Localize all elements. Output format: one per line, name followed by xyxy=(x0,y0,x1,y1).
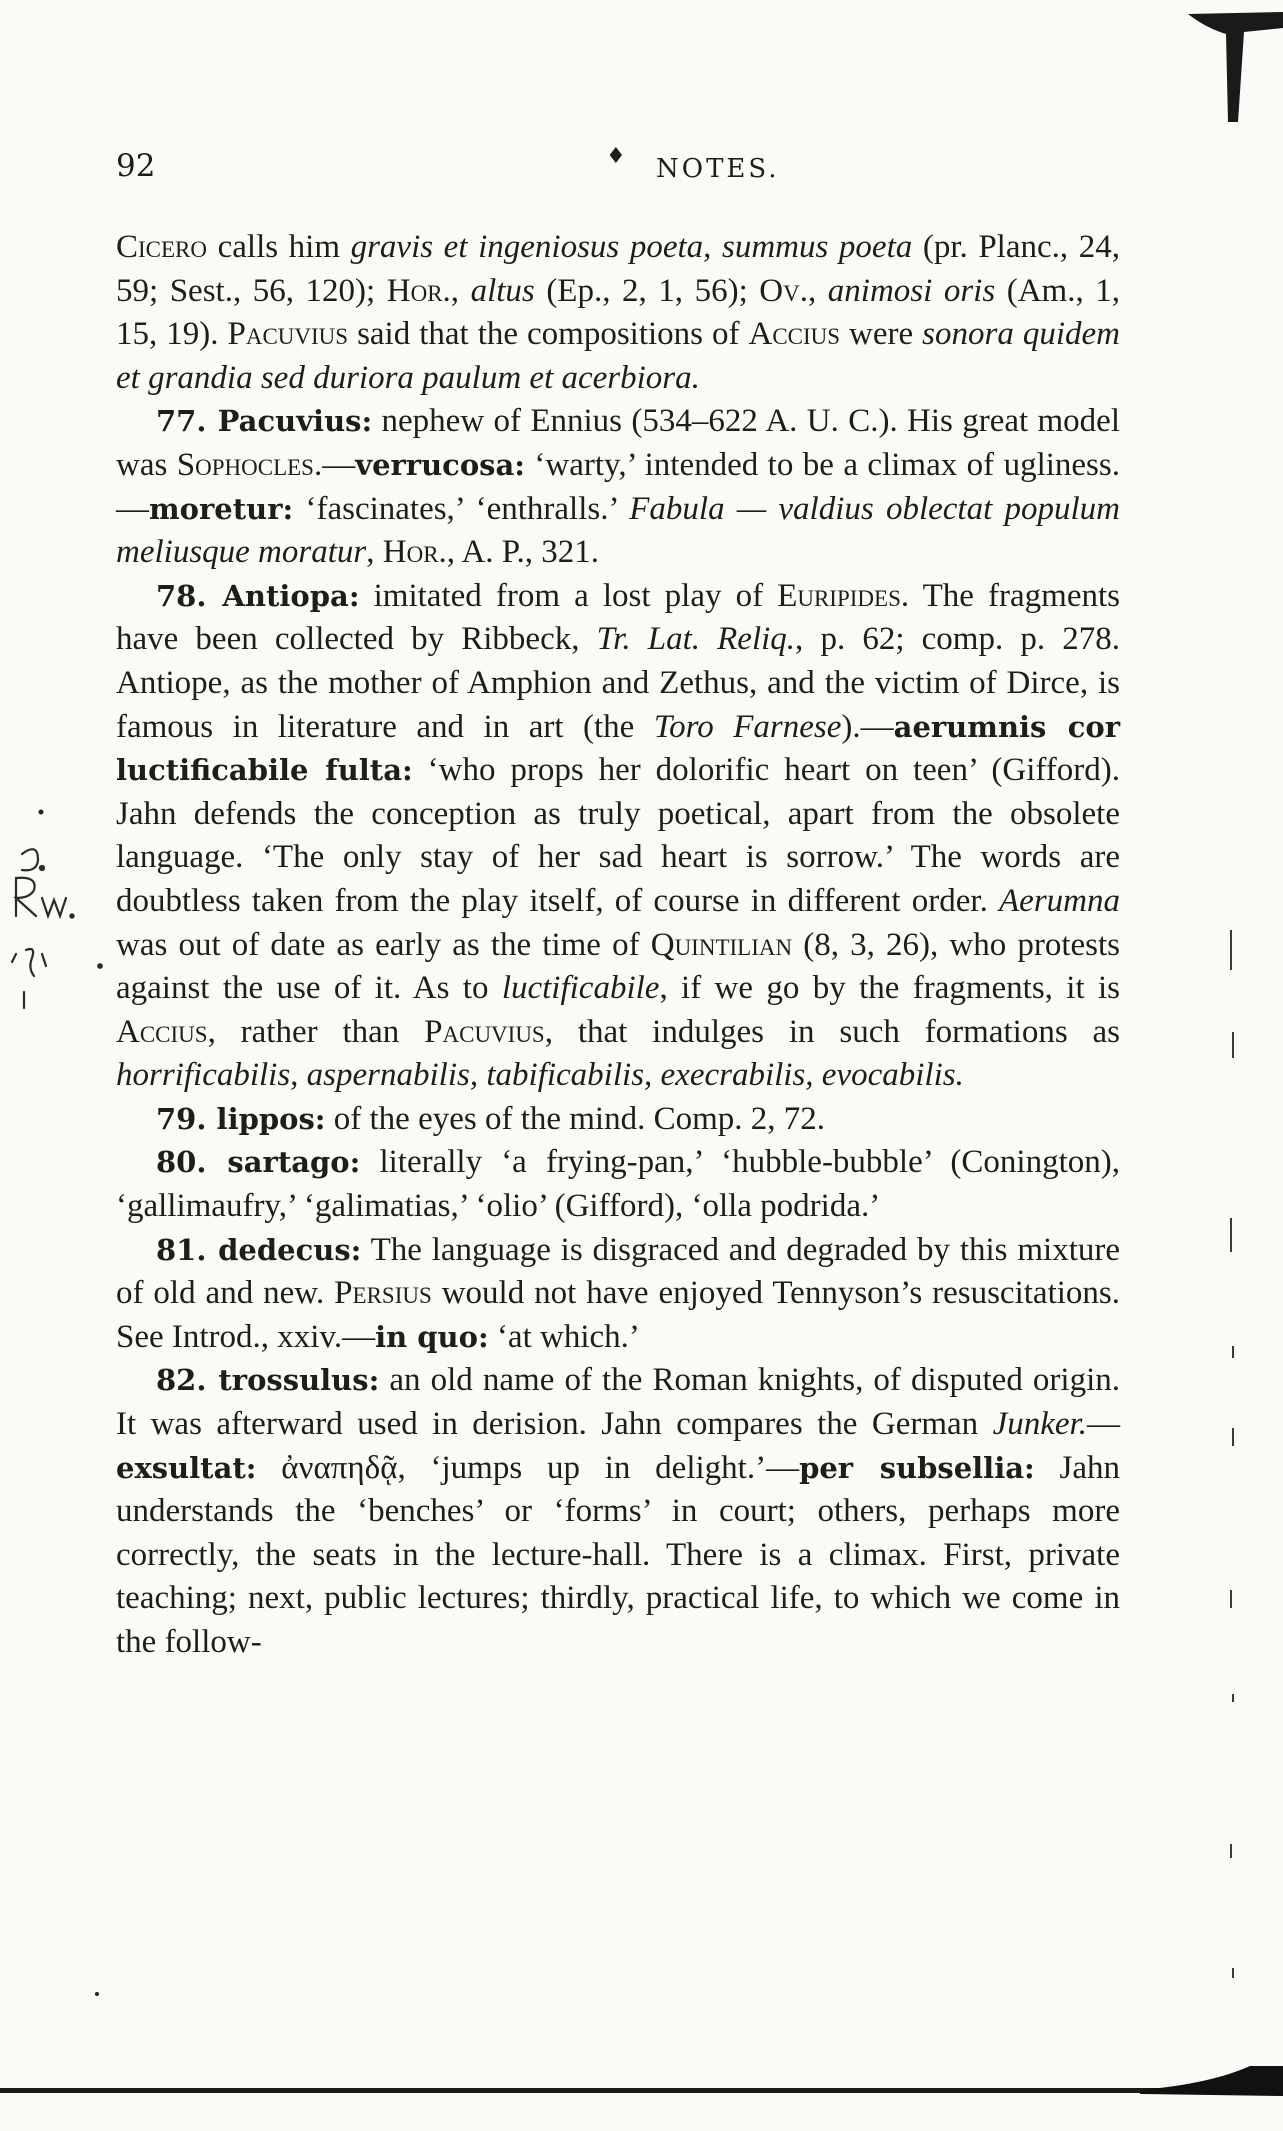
text-run: Quintilian xyxy=(650,926,793,963)
scan-tick-5 xyxy=(1232,1428,1234,1446)
lemma-headword: 78. Antiopa: xyxy=(156,578,360,613)
text-run: animosi oris xyxy=(827,272,996,309)
text-run: The fragments have been collected by Ribbeck, xyxy=(116,577,1120,658)
text-run: said that the compositions of xyxy=(348,316,749,353)
lemma-headword: moretur: xyxy=(149,491,294,526)
scan-tick-3 xyxy=(1230,1218,1232,1252)
ink-speck-icon xyxy=(92,1988,102,2000)
note-81 xyxy=(116,1229,1120,1360)
lemma-headword: 79. lippos: xyxy=(156,1101,326,1136)
text-run: Hor. xyxy=(386,272,451,309)
bottom-rule xyxy=(0,2088,1283,2093)
text-run: would not have enjoyed Tennyson’s resuscitations. See Introd., xxiv.— xyxy=(116,1275,1120,1355)
text-run: ‘warty,’ intended to be a climax of ugliness.— xyxy=(116,446,1120,527)
text-run: Aerumna xyxy=(999,882,1120,919)
text-run: Persius xyxy=(334,1275,432,1312)
text-run: ‘at which.’ xyxy=(488,1318,640,1355)
note-80 xyxy=(116,1141,1120,1228)
lemma-headword: aerumnis cor luctificabile fulta: xyxy=(116,709,1120,788)
text-run: Hor. xyxy=(382,534,447,571)
text-run: Ov. xyxy=(759,272,808,309)
text-run: of the eyes of the mind. Comp. 2, 72. xyxy=(325,1100,826,1137)
lemma-headword: 81. dedecus: xyxy=(156,1232,362,1267)
text-run: Accius xyxy=(748,316,841,353)
lemma-headword: 77. Pacuvius: xyxy=(156,404,373,439)
lemma-headword: verrucosa: xyxy=(355,447,525,482)
text-run: ἀναπηδᾷ, ‘jumps up in delight.’— xyxy=(256,1449,800,1486)
notes-text-block xyxy=(116,226,1120,1665)
text-run: Tr. Lat. Reliq. xyxy=(596,621,796,658)
scan-tick-8 xyxy=(1230,1844,1232,1858)
text-run: , if we go by the fragments, it is xyxy=(659,970,1120,1007)
text-run: altus xyxy=(470,272,535,309)
text-run: Pacuvius xyxy=(227,316,349,353)
text-run: horrificabilis, aspernabilis, tabificabilis, execrabilis, evocabilis. xyxy=(116,1057,964,1094)
text-run: Junker. xyxy=(992,1406,1087,1443)
note-82 xyxy=(116,1359,1120,1664)
text-run: , xyxy=(366,534,383,571)
text-run: , A. P., 321. xyxy=(446,534,600,571)
text-run: (Ep., 2, 1, 56); xyxy=(534,272,760,309)
rule-terminal-icon xyxy=(1140,2062,1283,2102)
text-run: Accius xyxy=(116,1013,208,1050)
text-run: Toro Farnese xyxy=(653,708,842,745)
text-run: The language is disgraced and degraded by this mixture of old and new. xyxy=(116,1231,1120,1312)
corner-mark-icon xyxy=(1178,4,1283,124)
lemma-headword: per subsellia: xyxy=(799,1450,1035,1485)
note-77 xyxy=(116,400,1120,574)
text-run: — xyxy=(1087,1406,1120,1443)
text-run: — xyxy=(322,446,356,483)
text-run: gravis et ingeniosus poeta, summus poeta xyxy=(350,229,913,265)
scan-tick-2 xyxy=(1232,1032,1234,1058)
text-run: Pacuvius xyxy=(424,1013,545,1050)
lemma-headword: 82. trossulus: xyxy=(156,1363,380,1398)
text-run: Sophocles. xyxy=(176,446,323,483)
text-run: Fabula — valdius oblectat populum meliusque moratur xyxy=(116,490,1120,571)
text-run: Cicero xyxy=(116,229,208,265)
text-run: , that indulges in such formations as xyxy=(544,1013,1120,1050)
text-run: luctificabile xyxy=(501,970,660,1007)
text-run: Euripides. xyxy=(777,577,910,614)
text-run: literally ‘a frying-pan,’ ‘hubble-bubble’ (Conington), ‘gallimaufry,’ ‘galimatias,’ ‘olio’ (Gifford), ‘olla podrida.’ xyxy=(116,1144,1120,1225)
text-run: , xyxy=(807,272,828,309)
scan-tick-6 xyxy=(1230,1590,1232,1608)
text-run: were xyxy=(840,316,923,353)
text-run: was out of date as early as the time of xyxy=(116,926,651,963)
text-run: imitated from a lost play of xyxy=(359,577,778,614)
note-78 xyxy=(116,575,1120,1098)
ink-speck-icon xyxy=(36,806,46,818)
lemma-headword: 80. sartago: xyxy=(156,1145,361,1180)
text-run: (8, 3, 26), who protests against the use of it. As to xyxy=(116,926,1121,1007)
scan-tick-4 xyxy=(1232,1346,1234,1358)
running-head: NOTES. xyxy=(656,154,780,184)
text-run: , rather than xyxy=(207,1013,425,1050)
scan-tick-1 xyxy=(1230,930,1232,970)
text-run: , p. 62; comp. p. 278. Antiope, as the mother of Amphion and Zethus, and the victim of Dirce, is famous in literature and in art (the xyxy=(116,621,1120,745)
text-run: calls him xyxy=(207,229,351,265)
text-run: (Am., 1, 15, 19). xyxy=(116,272,1121,353)
text-run: sonora quidem et grandia sed duriora paulum et acerbiora. xyxy=(116,316,1120,396)
p-cicero xyxy=(116,226,1120,400)
scan-tick-7 xyxy=(1232,1694,1234,1702)
text-run: , xyxy=(450,272,471,309)
text-run: an old name of the Roman knights, of disputed origin. It was afterward used in derision. Jahn compares the German xyxy=(116,1362,1121,1443)
text-run: nephew of Ennius (534–622 A. U. C.). His great model was xyxy=(116,403,1120,483)
text-run: (pr. Planc., 24, 59; Sest., 56, 120); xyxy=(116,229,1120,309)
handwritten-margin-note-icon xyxy=(8,842,120,1072)
scan-tick-9 xyxy=(1232,1968,1234,1978)
lemma-headword: in quo: xyxy=(375,1319,489,1354)
text-run: ‘fascinates,’ ‘enthralls.’ xyxy=(293,490,630,527)
text-run: ‘who props her dolorific heart on teen’ (Gifford). Jahn defends the conception as truly poetical, apart from the obsolete language. ‘The only stay of her sad heart is sorrow.’ The words are doubtless taken from the play itself, of course in different order. xyxy=(116,752,1120,919)
text-run: ).— xyxy=(841,708,894,745)
page-number: 92 xyxy=(116,148,156,184)
diamond-ornament-icon: ♦ xyxy=(606,144,626,169)
note-79 xyxy=(116,1098,1120,1142)
lemma-headword: exsultat: xyxy=(116,1450,257,1485)
text-run: Jahn understands the ‘benches’ or ‘forms’ in court; others, perhaps more correctly, the seats in the lecture-hall. There is a climax. First, private teaching; next, public lectures; thirdly, practical life, to which we come in the follow- xyxy=(116,1449,1120,1660)
page-header xyxy=(116,144,1116,198)
